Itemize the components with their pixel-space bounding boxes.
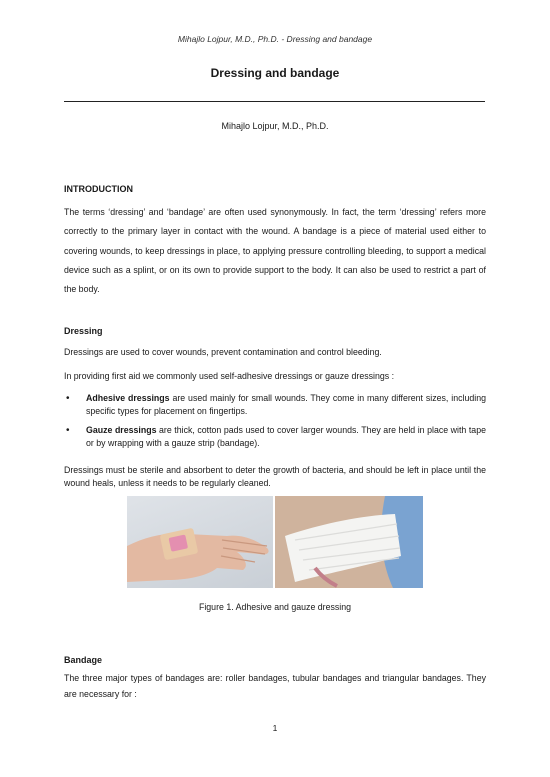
bullet-text: are used mainly for small wounds. They come in many different sizes, including specific types for placement on fingertips. (86, 393, 486, 416)
bullet-term: Gauze dressings (86, 425, 157, 435)
bullet-text: are thick, cotton pads used to cover larger wounds. They are held in place with tape or by wrapping with a gauze strip (bandage). (86, 425, 486, 448)
bullet-icon: • (66, 425, 70, 436)
list-item (64, 424, 486, 450)
hand-with-adhesive-dressing-image (127, 496, 273, 588)
bullet-term: Adhesive dressings (86, 393, 170, 403)
document-title: Dressing and bandage (210, 66, 340, 80)
gauze-dressing-photo (275, 496, 423, 588)
introduction-text: The terms ‘dressing’ and ‘bandage’ are often used synonymously. In fact, the term ‘dressing’ refers more correctly to the primary layer in contact with the wound. A bandage is a piece of material used either to covering wounds, to keep dressings in place, to applying pressure controlling bleeding, to support a medical device such as a splint, or on its own to provide support to the body. It can also be used to restrict a part of the body. (64, 207, 486, 295)
running-header: Mihajlo Lojpur, M.D., Ph.D. - Dressing and bandage (177, 34, 373, 44)
arm-with-gauze-bandage-image (275, 496, 423, 588)
title-rule (64, 101, 485, 102)
dressing-paragraph-1: Dressings are used to cover wounds, prevent contamination and control bleeding. (64, 347, 382, 357)
page-number: 1 (272, 723, 278, 733)
adhesive-dressing-photo (127, 496, 273, 588)
author-line: Mihajlo Lojpur, M.D., Ph.D. (221, 121, 329, 131)
figure-caption: Figure 1. Adhesive and gauze dressing (198, 602, 352, 612)
dressing-heading: Dressing (64, 326, 103, 336)
dressing-paragraph-2: In providing first aid we commonly used self-adhesive dressings or gauze dressings : (64, 371, 395, 381)
bandage-section (64, 670, 486, 702)
dressing-bullet-list (64, 392, 486, 456)
dressing-paragraph-3: Dressings must be sterile and absorbent to deter the growth of bacteria, and should be left in place until the wound heals, unless it needs to be regularly cleaned. (64, 465, 486, 488)
list-item (64, 392, 486, 418)
introduction-section (64, 203, 486, 299)
introduction-heading: INTRODUCTION (64, 184, 133, 194)
bandage-heading: Bandage (64, 655, 103, 665)
bullet-icon: • (66, 393, 70, 404)
figure-images (127, 496, 423, 588)
bandage-text: The three major types of bandages are: roller bandages, tubular bandages and triangular bandages. They are necessary for : (64, 673, 486, 699)
